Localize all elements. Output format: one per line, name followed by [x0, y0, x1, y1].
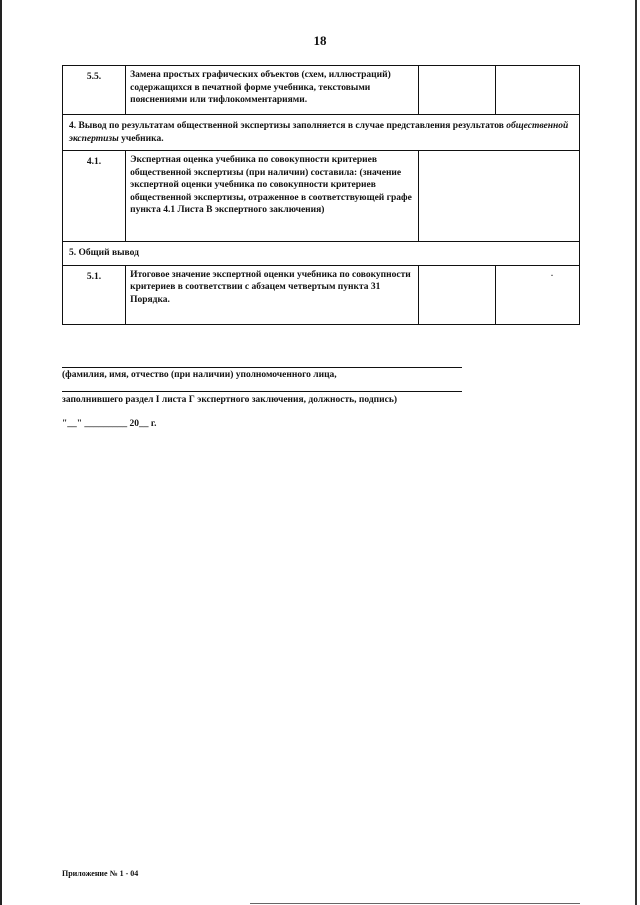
- table-row-5-5: [63, 66, 580, 115]
- value-cell: [418, 265, 495, 324]
- section-title-text: 4. Вывод по результатам общественной экспертизы заполняется в случае представления результатов: [69, 121, 507, 131]
- section-title: [63, 115, 580, 151]
- value-cell: [495, 265, 579, 324]
- signature-caption: заполнившего раздел I листа Г экспертного заключения, должность, подпись): [62, 395, 398, 405]
- footer-appendix: Приложение № 1 - 04: [62, 869, 139, 878]
- expert-review-table: [62, 65, 580, 325]
- row-description: Экспертная оценка учебника по совокупности критериев общественной экспертизы (при наличии) составила: (значение экспертной оценки учебника по совокупности критериев общественной экспертизы, отраженное в соответствующей графе пункта 4.1 Листа В экспертного заключения): [126, 151, 419, 242]
- row-description: Замена простых графических объектов (схем, иллюстраций) содержащихся в печатной форме учебника, текстовыми пояснениями или тифлокомментариями.: [126, 66, 419, 115]
- row-description: Итоговое значение экспертной оценки учебника по совокупности критериев в соответствии с абзацем четвертым пункта 31 Порядка.: [126, 265, 419, 324]
- section-header-4: [63, 115, 580, 151]
- signature-caption: (фамилия, имя, отчество (при наличии) уполномоченного лица,: [62, 370, 337, 380]
- row-number: 5.5.: [63, 66, 126, 115]
- value-cell: [418, 151, 579, 242]
- row-number: 4.1.: [63, 151, 126, 242]
- date-field: "__" _________ 20__ г.: [62, 419, 157, 429]
- section-header-5: [63, 242, 580, 266]
- section-title-tail: учебника.: [118, 133, 164, 144]
- table-row-5-1: [63, 265, 580, 324]
- page-number: 18: [313, 33, 327, 48]
- signature-line: [62, 367, 462, 368]
- table-row-4-1: [63, 151, 580, 242]
- page-edge-right: [635, 0, 637, 905]
- cell-mark: .: [551, 268, 553, 278]
- section-title-italic: общественной экспертизы: [69, 121, 569, 144]
- page-edge-bottom: [250, 903, 580, 904]
- row-number: 5.1.: [63, 265, 126, 324]
- section-title: 5. Общий вывод: [63, 242, 580, 266]
- value-cell: [495, 66, 579, 115]
- value-cell: [418, 66, 495, 115]
- signature-line: [62, 391, 462, 392]
- page-edge-left: [0, 0, 2, 905]
